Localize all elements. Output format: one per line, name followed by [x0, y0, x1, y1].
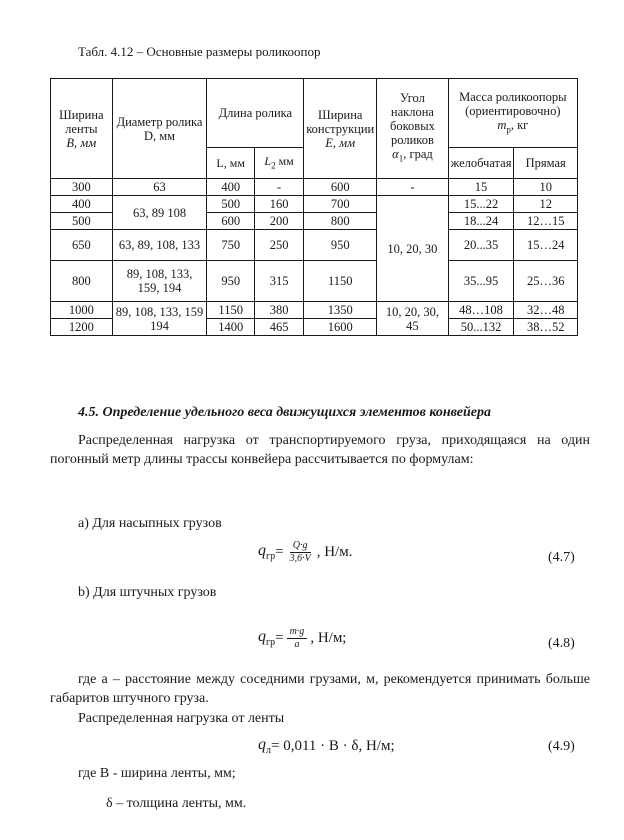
- formula-4-9: $q_л$ = 0,011 · B · δ, Н/м;: [258, 736, 395, 757]
- intro-paragraph: Распределенная нагрузка от транспортируемого груза, приходящаяся на один погонный метр длины трассы конвейера рассчитывается по формулам:: [50, 433, 590, 467]
- header-mass-trough: желобчатая: [448, 148, 514, 179]
- where-delta-text: δ – толщина ленты, мм.: [106, 796, 247, 811]
- merged-diameter-cell: 63, 89 108: [112, 196, 207, 230]
- header-roller-diameter: Диаметр ролика D, мм: [112, 79, 207, 179]
- merged-angle-cell-2: 10, 20, 30, 45: [377, 302, 448, 336]
- header-roller-length: Длина ролика: [207, 79, 304, 148]
- table-row: 1200 1400 465 1600 50...132 38…52: [51, 319, 578, 336]
- equation-number-4-9: (4.9): [548, 739, 575, 754]
- header-length-l: L, мм: [207, 148, 255, 179]
- table-row: 1000 89, 108, 133, 159 194 1150 380 1350 10, 20, 30, 45 48…108 32…48: [51, 302, 578, 319]
- header-mass: Масса роликоопоры (ориентировочно) $m_р$, кг: [448, 79, 577, 148]
- table-row: 800 89, 108, 133, 159, 194 950 315 1150 35...95 25…36: [51, 261, 578, 302]
- where-b-text: где B - ширина ленты, мм;: [78, 766, 236, 781]
- table-row: 500 600 200 800 18...24 12…15: [51, 213, 578, 230]
- belt-load-text: Распределенная нагрузка от ленты: [78, 711, 285, 726]
- item-b-piece-cargo: b) Для штучных грузов: [78, 585, 217, 600]
- header-mass-straight: Прямая: [514, 148, 578, 179]
- header-side-angle: Угол наклона боковых роликов $\alpha_1$, град: [377, 79, 448, 179]
- header-belt-width: Ширина ленты B, мм: [51, 79, 113, 179]
- item-a-bulk-cargo: a) Для насыпных грузов: [78, 516, 222, 531]
- table-caption: Табл. 4.12 – Основные размеры роликоопор: [78, 44, 321, 59]
- formula-4-7: $q_{гр}$ = $\frac{Q\cdot g}{3,6\cdot V}$ , Н/м.: [258, 540, 353, 564]
- header-construction-width: Ширина конструкции E, мм: [304, 79, 377, 179]
- section-heading: 4.5. Определение удельного веса движущихся элементов конвейера: [78, 405, 491, 420]
- table-row: 300 63 400 - 600 - 15 10: [51, 179, 578, 196]
- where-a-paragraph: где a – расстояние между соседними грузами, м, рекомендуется принимать больше габаритов штучного груза.: [50, 672, 590, 706]
- header-length-l2: $L_2$ мм: [254, 148, 303, 179]
- merged-diameter-cell-2: 89, 108, 133, 159 194: [112, 302, 207, 336]
- roller-dimensions-table: [50, 78, 578, 336]
- table-row: 400 63, 89 108 500 160 700 10, 20, 30 15...22 12: [51, 196, 578, 213]
- equation-number-4-7: (4.7): [548, 550, 575, 565]
- formula-4-8: $q_{гр}$ = $\frac{m\cdot g}{a}$ , Н/м;: [258, 626, 347, 650]
- merged-angle-cell: 10, 20, 30: [377, 196, 448, 302]
- table-row: 650 63, 89, 108, 133 750 250 950 20...35 15…24: [51, 230, 578, 261]
- equation-number-4-8: (4.8): [548, 636, 575, 651]
